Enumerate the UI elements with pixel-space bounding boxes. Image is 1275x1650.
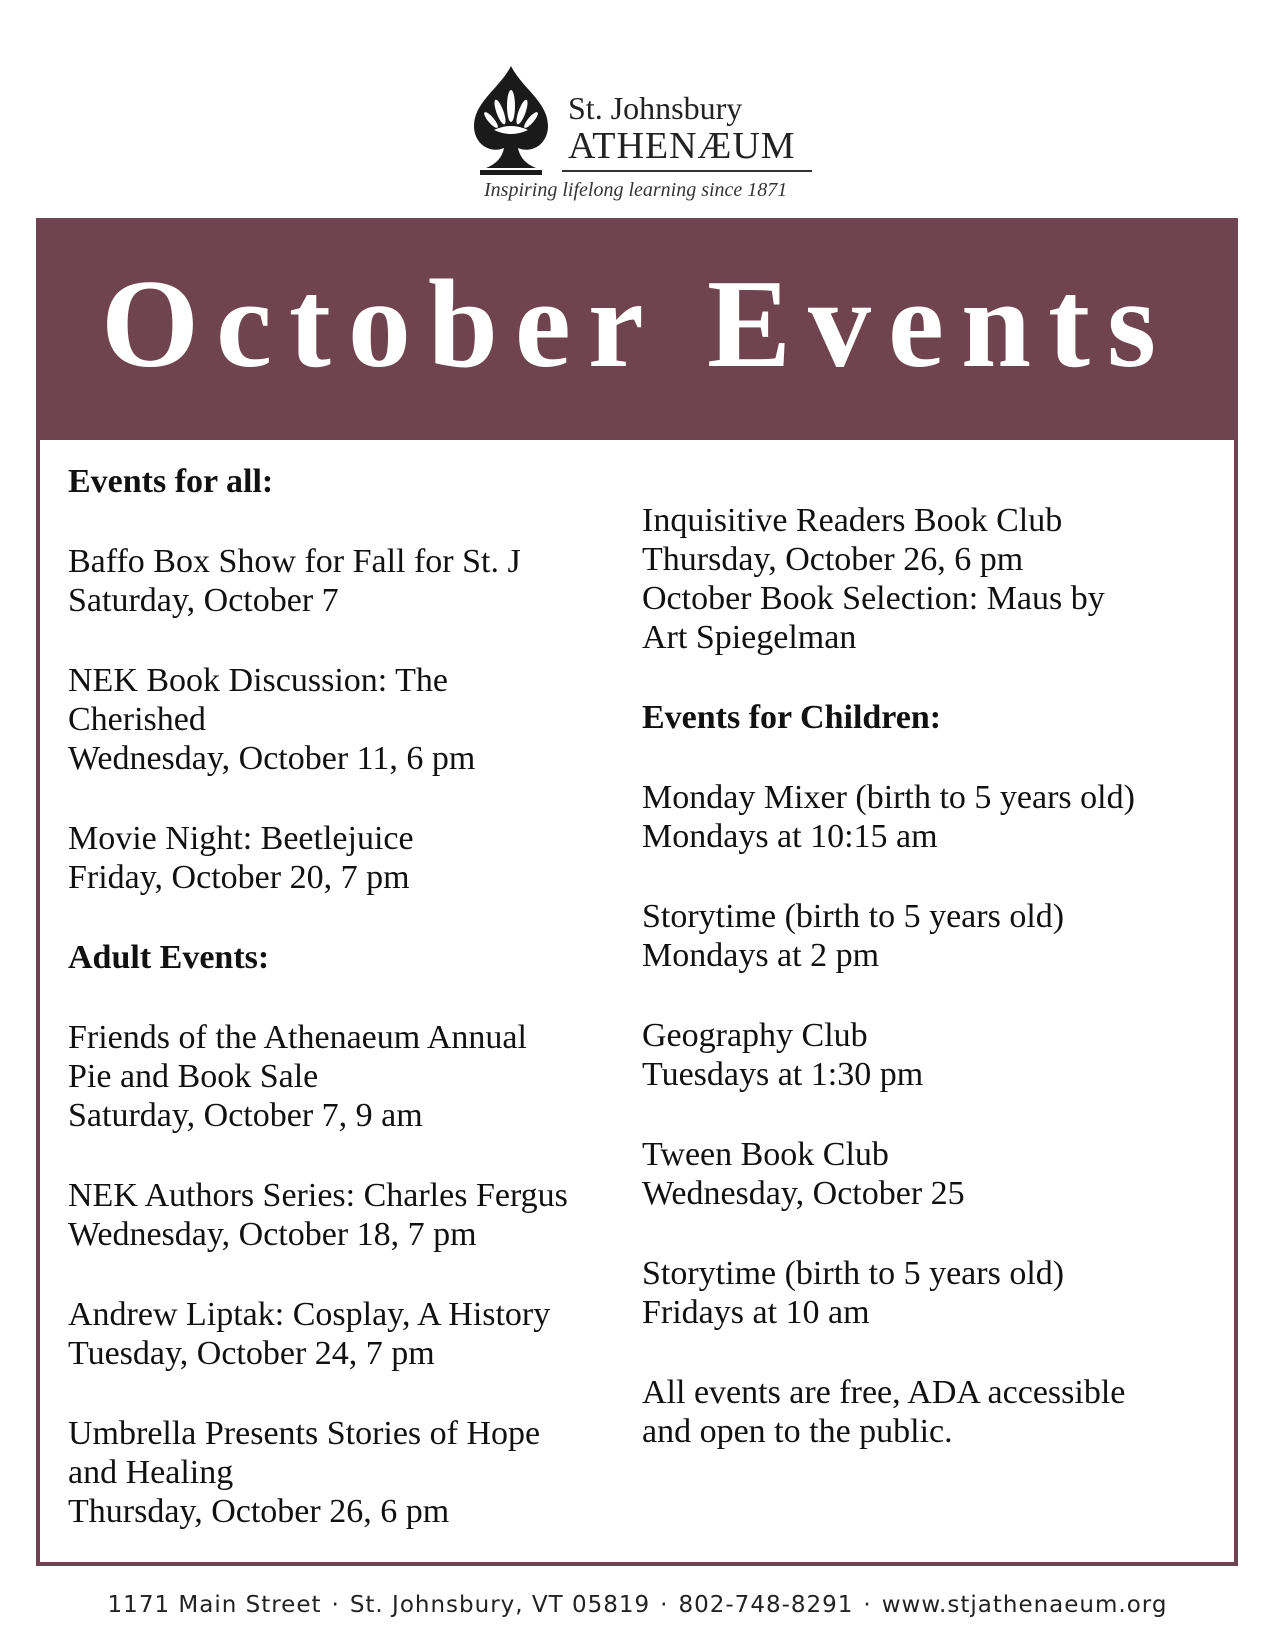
spade-emblem-icon bbox=[470, 64, 552, 178]
event-name: Movie Night: Beetlejuice bbox=[68, 820, 414, 857]
section-heading-children: Events for Children: bbox=[642, 699, 942, 736]
event-when: Fridays at 10 am bbox=[642, 1294, 870, 1331]
event-name: Andrew Liptak: Cosplay, A History bbox=[68, 1296, 551, 1333]
logo bbox=[470, 64, 810, 204]
event-item bbox=[68, 1295, 628, 1373]
section-heading-all: Events for all: bbox=[68, 463, 274, 500]
event-name: Monday Mixer (birth to 5 years old) bbox=[642, 779, 1135, 816]
event-name: Geography Club bbox=[642, 1017, 868, 1054]
event-name: Friends of the Athenaeum Annual bbox=[68, 1019, 527, 1056]
event-when: Thursday, October 26, 6 pm bbox=[642, 541, 1024, 578]
title-banner bbox=[36, 218, 1238, 440]
event-when: Friday, October 20, 7 pm bbox=[68, 859, 410, 896]
left-column bbox=[68, 462, 628, 1572]
event-when: Tuesday, October 24, 7 pm bbox=[68, 1335, 435, 1372]
tagline: Inspiring lifelong learning since 1871 bbox=[484, 179, 788, 201]
event-when: Wednesday, October 18, 7 pm bbox=[68, 1216, 477, 1253]
footer-city: St. Johnsbury, VT 05819 bbox=[349, 1592, 651, 1618]
section-heading-adult: Adult Events: bbox=[68, 939, 270, 976]
access-note bbox=[642, 1373, 1202, 1451]
event-when: Wednesday, October 11, 6 pm bbox=[68, 740, 476, 777]
event-when: Mondays at 2 pm bbox=[642, 937, 880, 974]
event-item bbox=[642, 897, 1202, 975]
event-item bbox=[68, 1018, 628, 1135]
event-name: Tween Book Club bbox=[642, 1136, 889, 1173]
event-when: Tuesdays at 1:30 pm bbox=[642, 1056, 924, 1093]
event-item bbox=[642, 778, 1202, 856]
event-item bbox=[68, 1414, 628, 1531]
access-note-line2: and open to the public. bbox=[642, 1413, 953, 1450]
event-item bbox=[642, 501, 1202, 657]
footer-separator: · bbox=[660, 1592, 669, 1618]
event-name: NEK Authors Series: Charles Fergus bbox=[68, 1177, 568, 1214]
event-name: NEK Book Discussion: The bbox=[68, 662, 448, 699]
org-name-line2: ATHENÆUM bbox=[568, 125, 796, 167]
event-item bbox=[68, 661, 628, 778]
footer-phone: 802-748-8291 bbox=[678, 1592, 854, 1618]
event-when: Mondays at 10:15 am bbox=[642, 818, 938, 855]
event-item bbox=[68, 542, 628, 620]
footer-contact bbox=[0, 1592, 1275, 1618]
event-detail-cont: Art Spiegelman bbox=[642, 619, 857, 656]
access-note-line1: All events are free, ADA accessible bbox=[642, 1374, 1126, 1411]
page-title: October Events bbox=[100, 255, 1174, 394]
event-item bbox=[642, 1016, 1202, 1094]
event-item bbox=[68, 1176, 628, 1254]
logo-rule bbox=[562, 170, 812, 172]
event-name: Storytime (birth to 5 years old) bbox=[642, 1255, 1065, 1292]
event-name-cont: Cherished bbox=[68, 701, 206, 738]
footer-website: www.stjathenaeum.org bbox=[881, 1592, 1168, 1618]
event-item bbox=[642, 1254, 1202, 1332]
event-name: Baffo Box Show for Fall for St. J bbox=[68, 543, 521, 580]
footer-separator: · bbox=[863, 1592, 872, 1618]
event-when: Saturday, October 7 bbox=[68, 582, 339, 619]
footer-separator: · bbox=[331, 1592, 340, 1618]
event-name: Inquisitive Readers Book Club bbox=[642, 502, 1063, 539]
event-name: Umbrella Presents Stories of Hope bbox=[68, 1415, 541, 1452]
event-item bbox=[642, 1135, 1202, 1213]
right-column bbox=[642, 501, 1202, 1451]
event-item bbox=[68, 819, 628, 897]
org-name-line1: St. Johnsbury bbox=[568, 90, 743, 126]
event-name: Storytime (birth to 5 years old) bbox=[642, 898, 1065, 935]
event-when: Wednesday, October 25 bbox=[642, 1175, 965, 1212]
event-when: Saturday, October 7, 9 am bbox=[68, 1097, 423, 1134]
event-name-cont: and Healing bbox=[68, 1454, 234, 1491]
footer-address: 1171 Main Street bbox=[107, 1592, 322, 1618]
event-name-cont: Pie and Book Sale bbox=[68, 1058, 319, 1095]
event-detail: October Book Selection: Maus by bbox=[642, 580, 1105, 617]
event-when: Thursday, October 26, 6 pm bbox=[68, 1493, 450, 1530]
